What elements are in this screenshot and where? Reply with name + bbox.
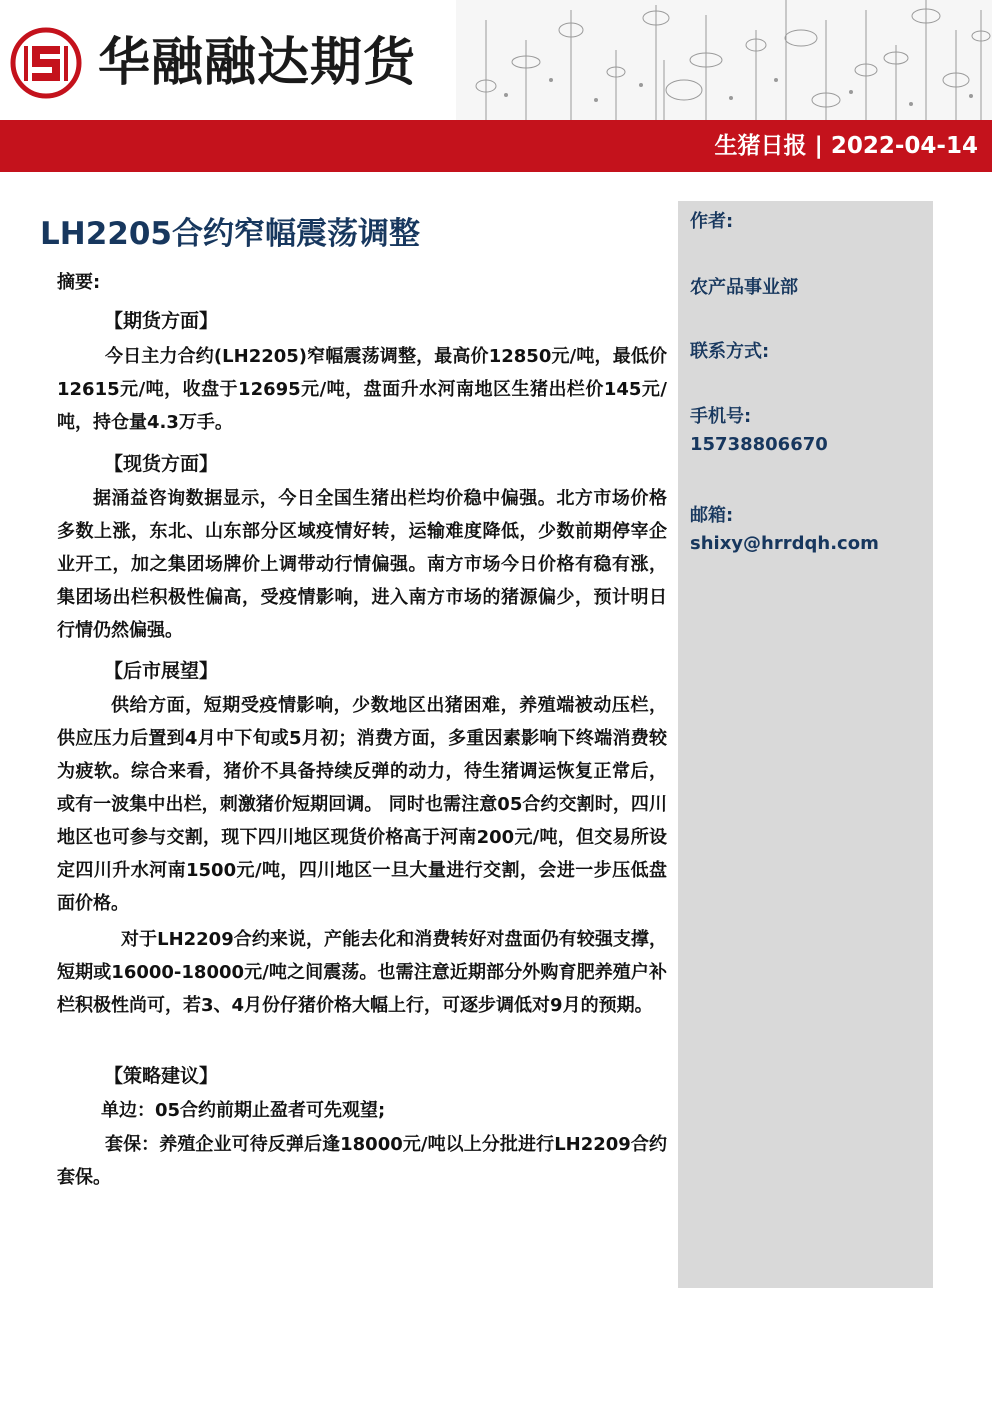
- email-label: 邮箱:: [690, 505, 734, 526]
- strategy-hedge: 套保：养殖企业可待反弹后逢18000元/吨以上分批进行LH2209合约套保。: [57, 1134, 667, 1188]
- author-department: 农产品事业部: [690, 277, 798, 298]
- author-label: 作者:: [690, 211, 734, 232]
- phone-label: 手机号:: [690, 406, 752, 427]
- report-type-date: 生猪日报 | 2022-04-14: [714, 133, 978, 159]
- outlook-paragraph-2: 对于LH2209合约来说，产能去化和消费转好对盘面仍有较强支撑，短期或16000-18000元/吨之间震荡。也需注意近期部分外购育肥养殖户补栏积极性尚可，若3、4月份仔猪价格大幅上行，可逐步调低对9月的预期。: [57, 929, 667, 1016]
- strategy-single: 单边：05合约前期止盈者可先观望;: [101, 1100, 386, 1121]
- outlook-paragraph-1: 供给方面，短期受疫情影响，少数地区出猪困难，养殖端被动压栏，供应压力后置到4月中下旬或5月初；消费方面，多重因素影响下终端消费较为疲软。综合来看，猪价不具备持续反弹的动力，待生猪调运恢复正常后，或有一波集中出栏，刺激猪价短期回调。 同时也需注意05合约交割时，四川地区也可参与交割，现下四川地区现货价格高于河南200元/吨，但交易所设定四川升水河南1500元/吨，四川地区一旦大量进行交割，会进一步压低盘面价格。: [57, 695, 667, 914]
- company-logo-icon: [10, 27, 82, 99]
- phone-number: 15738806670: [690, 434, 828, 455]
- futures-heading: 【期货方面】: [104, 310, 219, 332]
- article-title: LH2205合约窄幅震荡调整: [40, 216, 420, 252]
- spot-paragraph: 据涌益咨询数据显示，今日全国生猪出栏均价稳中偏强。北方市场价格多数上涨，东北、山东部分区域疫情好转，运输难度降低，少数前期停宰企业开工，加之集团场牌价上调带动行情偏强。南方市场今日价格有稳有涨，集团场出栏积极性偏高，受疫情影响，进入南方市场的猪源偏少，预计明日行情仍然偏强。: [57, 488, 667, 641]
- header-decoration: [456, 0, 992, 120]
- email-address: shixy@hrrdqh.com: [690, 533, 879, 554]
- strategy-heading: 【策略建议】: [104, 1065, 219, 1087]
- futures-paragraph: 今日主力合约(LH2205)窄幅震荡调整，最高价12850元/吨，最低价12615元/吨，收盘于12695元/吨，盘面升水河南地区生猪出栏价145元/吨，持仓量4.3万手。: [57, 346, 667, 433]
- abstract-label: 摘要:: [57, 272, 101, 293]
- contact-label: 联系方式:: [690, 341, 770, 362]
- author-sidebar: [678, 201, 933, 1288]
- spot-heading: 【现货方面】: [104, 453, 219, 475]
- company-name: 华融融达期货: [98, 33, 417, 93]
- outlook-heading: 【后市展望】: [104, 660, 219, 682]
